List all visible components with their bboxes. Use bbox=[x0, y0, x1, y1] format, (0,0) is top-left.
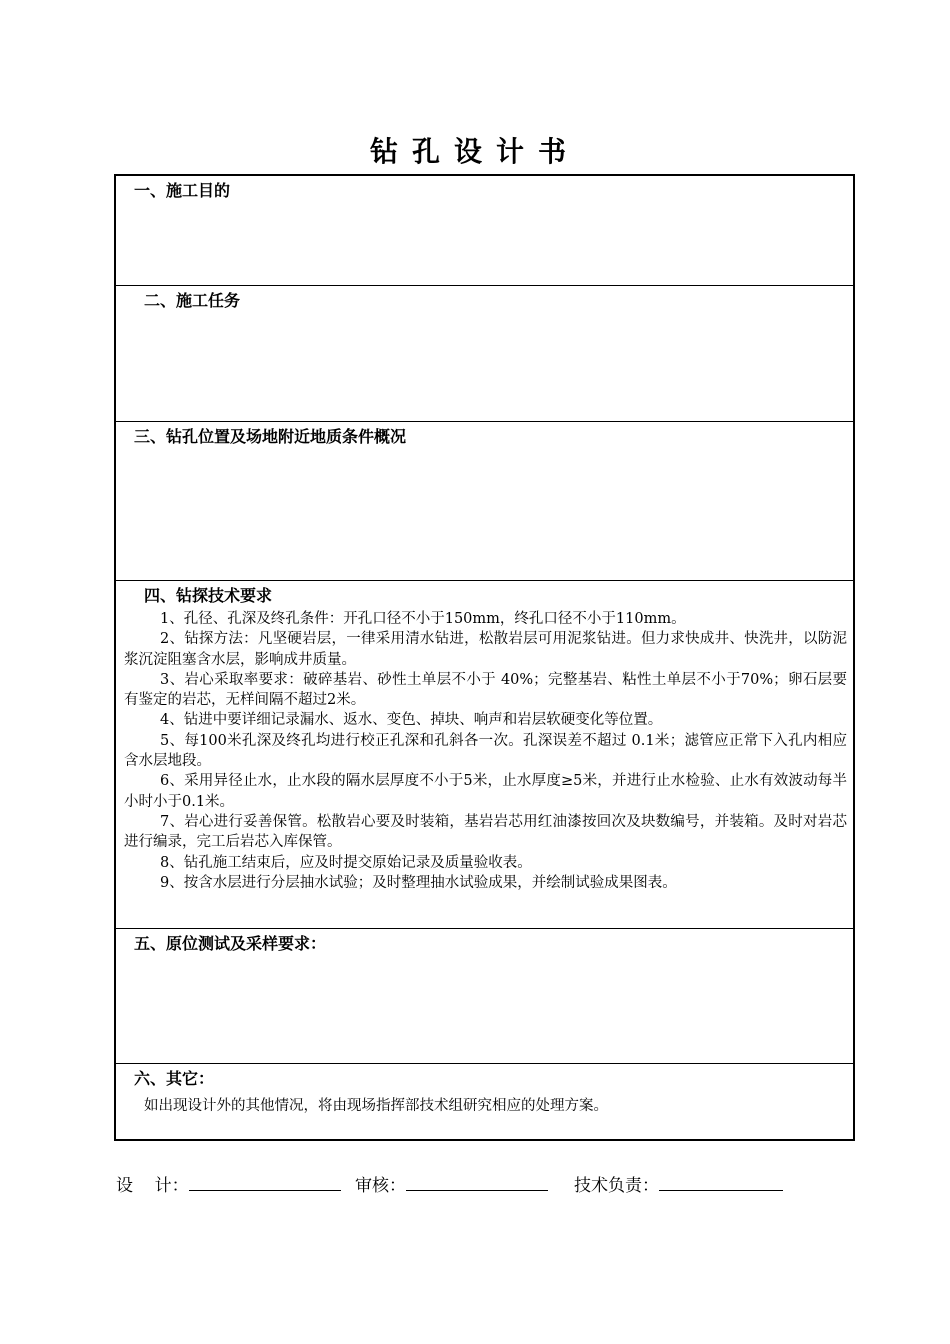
list-item: 4、钻进中要详细记录漏水、返水、变色、掉块、响声和岩层软硬变化等位置。 bbox=[160, 712, 663, 729]
design-signature bbox=[116, 1172, 341, 1198]
section-heading: 五、原位测试及采样要求： bbox=[134, 934, 327, 953]
section-drilling-requirements bbox=[116, 581, 853, 929]
section-heading: 六、其它： bbox=[134, 1069, 215, 1088]
section-tasks bbox=[116, 286, 853, 422]
section-heading: 四、钻探技术要求 bbox=[144, 586, 273, 605]
section-location-geology bbox=[116, 422, 853, 581]
list-item: 8、钻孔施工结束后，应及时提交原始记录及质量验收表。 bbox=[160, 854, 532, 871]
list-item: 2、钻探方法：凡坚硬岩层，一律采用清水钻进，松散岩层可用泥浆钻进。但力求快成井、快洗井，以防泥浆沉淀阻塞含水层，影响成井质量。 bbox=[124, 631, 847, 668]
section-heading: 一、施工目的 bbox=[134, 181, 231, 200]
other-text: 如出现设计外的其他情况，将由现场指挥部技术组研究相应的处理方案。 bbox=[144, 1098, 608, 1114]
requirements-list bbox=[124, 609, 847, 893]
document-title: 钻孔设计书 bbox=[369, 135, 580, 168]
section-testing-sampling bbox=[116, 929, 853, 1064]
tech-signature-line[interactable] bbox=[659, 1172, 783, 1191]
review-label: 审核： bbox=[355, 1176, 406, 1196]
tech-signature bbox=[574, 1172, 783, 1198]
design-signature-line[interactable] bbox=[189, 1172, 341, 1191]
design-form bbox=[114, 174, 855, 1141]
section-heading: 二、施工任务 bbox=[144, 291, 241, 310]
section-heading: 三、钻孔位置及场地附近地质条件概况 bbox=[134, 427, 407, 446]
review-signature-line[interactable] bbox=[406, 1172, 548, 1191]
section-purpose bbox=[116, 176, 853, 286]
list-item: 7、岩心进行妥善保管。松散岩心要及时装箱，基岩岩芯用红油漆按回次及块数编号，并装箱。及时对岩芯进行编录，完工后岩芯入库保管。 bbox=[124, 813, 847, 851]
list-item: 6、采用异径止水，止水段的隔水层厚度不小于5米，止水厚度≥5米，并进行止水检验、止水有效波动每半小时小于0.1米。 bbox=[124, 773, 847, 810]
list-item: 1、孔径、孔深及终孔条件：开孔口径不小于150mm，终孔口径不小于110mm。 bbox=[160, 611, 686, 627]
design-label: 设 计： bbox=[116, 1176, 189, 1196]
tech-label: 技术负责： bbox=[574, 1176, 659, 1196]
list-item: 9、按含水层进行分层抽水试验；及时整理抽水试验成果，并绘制试验成果图表。 bbox=[160, 874, 677, 891]
review-signature bbox=[355, 1172, 548, 1198]
list-item: 5、每100米孔深及终孔均进行校正孔深和孔斜各一次。孔深误差不超过 0.1米；滤管应正常下入孔内相应含水层地段。 bbox=[124, 732, 847, 770]
section-other bbox=[116, 1064, 853, 1141]
list-item: 3、岩心采取率要求：破碎基岩、砂性土单层不小于 40%；完整基岩、粘性土单层不小于70%；卵石层要有鉴定的岩芯，无样间隔不超过2米。 bbox=[124, 671, 847, 709]
